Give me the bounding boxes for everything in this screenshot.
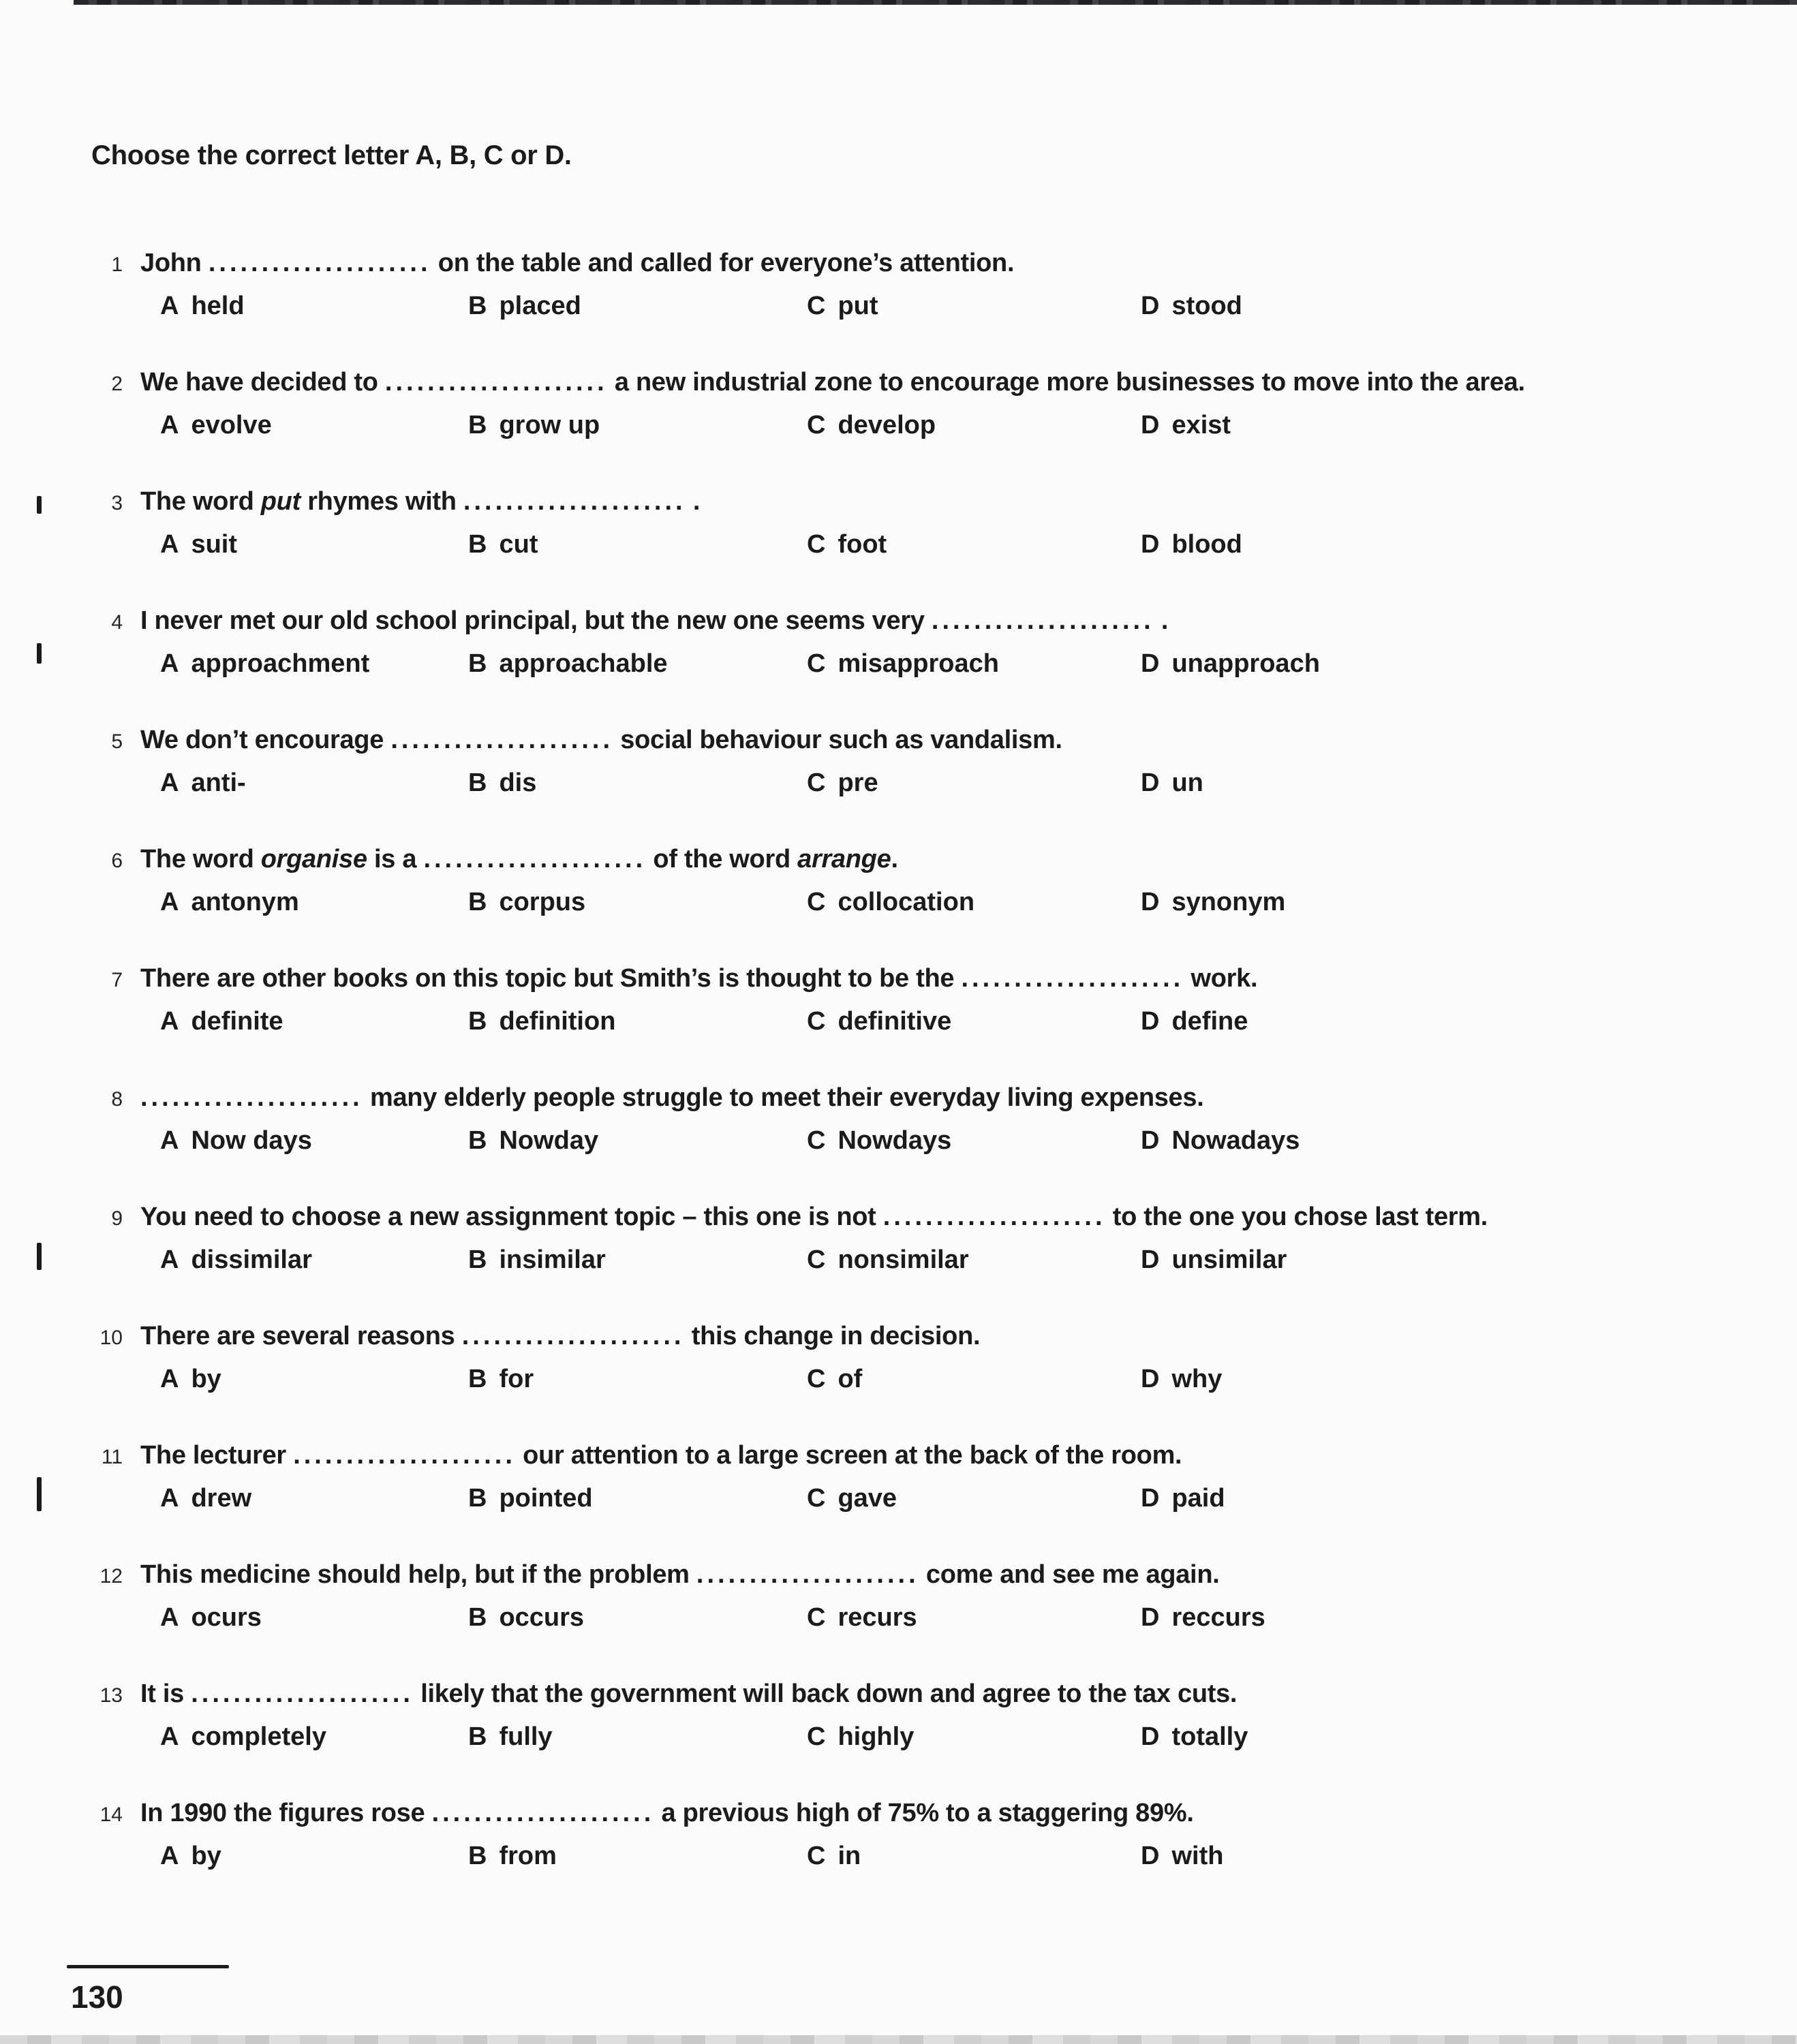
option-c (807, 1602, 1141, 1633)
option-letter: B (468, 411, 487, 439)
option-d (1141, 1006, 1797, 1037)
option-b (468, 1721, 807, 1752)
question (0, 1797, 1797, 1872)
option-text: anti- (191, 769, 246, 797)
option-c (807, 529, 1141, 560)
question-number: 4 (111, 611, 123, 634)
options-row (160, 290, 1797, 322)
option-d (1141, 1483, 1797, 1514)
option-c (807, 1721, 1141, 1752)
question-number: 6 (111, 850, 123, 872)
option-c (807, 1244, 1141, 1275)
option-text: blood (1171, 530, 1242, 559)
option-letter: D (1141, 292, 1160, 320)
question-number: 3 (111, 492, 123, 514)
option-letter: D (1141, 888, 1160, 916)
option-text: grow up (499, 411, 600, 439)
option-letter: B (468, 1126, 487, 1155)
option-text: held (191, 292, 245, 320)
option-letter: C (807, 1007, 826, 1036)
option-a (160, 1363, 468, 1395)
option-d (1141, 648, 1797, 679)
question (0, 485, 1797, 560)
question-sentence: There are other books on this topic but Smith’s is thought to be the ..................... work. (140, 964, 1258, 993)
option-b (468, 886, 807, 918)
question-sentence: There are several reasons ..................... this change in decision. (140, 1322, 981, 1350)
option-letter: B (468, 292, 487, 320)
question (0, 724, 1797, 799)
option-letter: A (160, 1007, 179, 1036)
option-text: reccurs (1171, 1603, 1265, 1632)
option-text: completely (191, 1722, 326, 1751)
option-c (807, 1363, 1141, 1395)
option-letter: B (468, 1484, 487, 1513)
question-sentence: The word put rhymes with ..................... . (140, 487, 701, 516)
option-text: collocation (838, 888, 975, 916)
option-letter: B (468, 1245, 487, 1274)
option-letter: B (468, 1603, 487, 1632)
option-letter: C (807, 1365, 826, 1393)
option-d (1141, 290, 1797, 322)
option-letter: A (160, 411, 179, 439)
instruction-heading: Choose the correct letter A, B, C or D. (91, 140, 572, 170)
option-b (468, 1483, 807, 1514)
option-c (807, 1483, 1141, 1514)
option-letter: C (807, 649, 826, 678)
option-letter: C (807, 530, 826, 559)
option-b (468, 529, 807, 560)
option-letter: B (468, 769, 487, 797)
option-b (468, 409, 807, 441)
option-a (160, 886, 468, 918)
option-letter: A (160, 1722, 179, 1751)
option-text: ocurs (191, 1603, 262, 1632)
option-text: definition (499, 1007, 616, 1036)
question-number: 2 (111, 373, 123, 395)
option-c (807, 767, 1141, 799)
question-number: 13 (99, 1684, 123, 1707)
option-text: occurs (499, 1603, 585, 1632)
page-number: 130 (71, 1979, 123, 2015)
option-text: by (191, 1365, 221, 1393)
option-letter: C (807, 1126, 826, 1155)
question-sentence: We have decided to ..................... a new industrial zone to encourage more businesses to move into the area. (140, 368, 1525, 397)
options-row (160, 767, 1797, 799)
question-sentence: It is ..................... likely that the government will back down and agree to the tax cuts. (140, 1679, 1238, 1708)
option-letter: C (807, 411, 826, 439)
option-c (807, 1125, 1141, 1156)
question (0, 843, 1797, 918)
question-number: 1 (111, 253, 123, 276)
option-text: cut (499, 530, 538, 559)
option-a (160, 1125, 468, 1156)
option-b (468, 290, 807, 322)
options-row (160, 648, 1797, 679)
option-c (807, 886, 1141, 918)
option-letter: C (807, 1245, 826, 1274)
question-sentence: You need to choose a new assignment topic – this one is not ..................... to the one you chose last term. (140, 1203, 1488, 1231)
question (0, 366, 1797, 441)
option-d (1141, 529, 1797, 560)
option-letter: D (1141, 1365, 1160, 1393)
question-number: 5 (111, 730, 123, 753)
option-b (468, 1006, 807, 1037)
option-text: pre (838, 769, 878, 797)
options-row (160, 1244, 1797, 1275)
option-letter: A (160, 1365, 179, 1393)
question-number: 10 (99, 1327, 123, 1349)
question-sentence: We don’t encourage ..................... social behaviour such as vandalism. (140, 726, 1062, 754)
option-text: antonym (191, 888, 299, 916)
option-text: of (838, 1365, 863, 1393)
option-text: put (838, 292, 878, 320)
option-text: suit (191, 530, 238, 559)
option-letter: A (160, 888, 179, 916)
option-a (160, 1006, 468, 1037)
option-c (807, 290, 1141, 322)
option-d (1141, 1602, 1797, 1633)
option-letter: A (160, 1126, 179, 1155)
option-b (468, 1244, 807, 1275)
option-a (160, 648, 468, 679)
option-text: fully (499, 1722, 553, 1751)
option-letter: D (1141, 1007, 1160, 1036)
option-letter: C (807, 1484, 826, 1513)
option-text: with (1171, 1842, 1224, 1870)
option-text: definite (191, 1007, 283, 1036)
option-letter: B (468, 649, 487, 678)
option-text: drew (191, 1484, 252, 1513)
options-row (160, 1721, 1797, 1752)
option-text: unsimilar (1171, 1245, 1287, 1274)
option-letter: C (807, 1722, 826, 1751)
option-c (807, 1006, 1141, 1037)
option-a (160, 409, 468, 441)
option-letter: A (160, 530, 179, 559)
question (0, 1558, 1797, 1633)
question (0, 1201, 1797, 1275)
option-text: approachable (499, 649, 668, 678)
options-row (160, 1483, 1797, 1514)
options-row (160, 1602, 1797, 1633)
option-text: Now days (191, 1126, 312, 1155)
option-text: gave (838, 1484, 897, 1513)
option-text: highly (838, 1722, 915, 1751)
option-letter: C (807, 888, 826, 916)
question (0, 1320, 1797, 1395)
option-letter: D (1141, 649, 1160, 678)
option-text: insimilar (499, 1245, 606, 1274)
option-a (160, 1483, 468, 1514)
option-d (1141, 1244, 1797, 1275)
option-letter: C (807, 1842, 826, 1870)
option-a (160, 529, 468, 560)
option-letter: D (1141, 1603, 1160, 1632)
question-number: 14 (99, 1803, 123, 1826)
question (0, 604, 1797, 679)
option-letter: B (468, 1007, 487, 1036)
option-letter: A (160, 1842, 179, 1870)
option-a (160, 1721, 468, 1752)
option-letter: B (468, 888, 487, 916)
option-d (1141, 1125, 1797, 1156)
option-text: foot (838, 530, 887, 559)
option-letter: B (468, 1722, 487, 1751)
option-text: corpus (499, 888, 586, 916)
option-d (1141, 1721, 1797, 1752)
option-b (468, 648, 807, 679)
option-text: for (499, 1365, 534, 1393)
scan-edge-top (74, 0, 1797, 5)
option-letter: C (807, 769, 826, 797)
option-c (807, 1840, 1141, 1872)
question (0, 1677, 1797, 1752)
options-row (160, 886, 1797, 918)
option-text: paid (1171, 1484, 1225, 1513)
option-letter: C (807, 292, 826, 320)
option-text: dissimilar (191, 1245, 312, 1274)
option-letter: B (468, 530, 487, 559)
option-a (160, 1602, 468, 1633)
question-number: 9 (111, 1207, 123, 1230)
option-text: definitive (838, 1007, 952, 1036)
options-row (160, 1363, 1797, 1395)
option-text: develop (838, 411, 936, 439)
option-d (1141, 1363, 1797, 1395)
question-sentence: John ..................... on the table and called for everyone’s attention. (140, 249, 1015, 277)
option-letter: B (468, 1842, 487, 1870)
option-text: Nowadays (1171, 1126, 1300, 1155)
option-letter: A (160, 1484, 179, 1513)
option-a (160, 290, 468, 322)
option-text: from (499, 1842, 557, 1870)
option-c (807, 409, 1141, 441)
option-text: Nowdays (838, 1126, 952, 1155)
option-text: why (1171, 1365, 1223, 1393)
option-d (1141, 886, 1797, 918)
option-text: misapproach (838, 649, 999, 678)
question-number: 8 (111, 1088, 123, 1111)
option-letter: D (1141, 1245, 1160, 1274)
question-sentence: The word organise is a ..................... of the word arrange. (140, 845, 898, 873)
option-d (1141, 409, 1797, 441)
option-a (160, 1840, 468, 1872)
option-text: dis (499, 769, 537, 797)
question-number: 12 (99, 1565, 123, 1588)
option-text: Nowday (499, 1126, 599, 1155)
option-letter: D (1141, 1484, 1160, 1513)
option-b (468, 1363, 807, 1395)
option-letter: D (1141, 1722, 1160, 1751)
option-d (1141, 1840, 1797, 1872)
option-b (468, 1125, 807, 1156)
option-text: by (191, 1842, 221, 1870)
option-letter: D (1141, 769, 1160, 797)
option-a (160, 767, 468, 799)
scan-edge-bottom (0, 2035, 1797, 2044)
footer-rule (67, 1965, 229, 1968)
question (0, 1439, 1797, 1514)
question-sentence: ..................... many elderly people struggle to meet their everyday living expenses. (140, 1083, 1204, 1112)
option-letter: A (160, 769, 179, 797)
options-row (160, 529, 1797, 560)
option-text: stood (1171, 292, 1242, 320)
option-text: unapproach (1171, 649, 1320, 678)
option-letter: D (1141, 530, 1160, 559)
option-text: totally (1171, 1722, 1248, 1751)
option-text: pointed (499, 1484, 593, 1513)
options-row (160, 409, 1797, 441)
option-text: define (1171, 1007, 1248, 1036)
option-text: un (1171, 769, 1203, 797)
option-text: placed (499, 292, 581, 320)
option-c (807, 648, 1141, 679)
question-number: 11 (101, 1446, 123, 1468)
option-letter: A (160, 649, 179, 678)
option-text: synonym (1171, 888, 1286, 916)
option-letter: B (468, 1365, 487, 1393)
option-text: evolve (191, 411, 272, 439)
option-b (468, 1602, 807, 1633)
question-sentence: I never met our old school principal, but the new one seems very ..................... . (140, 606, 1169, 635)
option-letter: A (160, 1245, 179, 1274)
option-text: exist (1171, 411, 1231, 439)
option-letter: D (1141, 1842, 1160, 1870)
option-letter: A (160, 292, 179, 320)
option-letter: A (160, 1603, 179, 1632)
option-a (160, 1244, 468, 1275)
option-d (1141, 767, 1797, 799)
question-sentence: This medicine should help, but if the problem ..................... come and see me again. (140, 1560, 1220, 1589)
option-text: approachment (191, 649, 370, 678)
question (0, 962, 1797, 1037)
options-row (160, 1125, 1797, 1156)
question (0, 1081, 1797, 1156)
option-b (468, 767, 807, 799)
question (0, 247, 1797, 322)
option-text: recurs (838, 1603, 917, 1632)
question-sentence: The lecturer ..................... our attention to a large screen at the back of the room. (140, 1441, 1182, 1470)
options-row (160, 1006, 1797, 1037)
question-sentence: In 1990 the figures rose ..................... a previous high of 75% to a staggering 89%. (140, 1799, 1194, 1827)
question-number: 7 (111, 969, 123, 991)
option-b (468, 1840, 807, 1872)
option-letter: D (1141, 1126, 1160, 1155)
option-letter: C (807, 1603, 826, 1632)
options-row (160, 1840, 1797, 1872)
option-text: in (838, 1842, 861, 1870)
option-text: nonsimilar (838, 1245, 969, 1274)
option-letter: D (1141, 411, 1160, 439)
